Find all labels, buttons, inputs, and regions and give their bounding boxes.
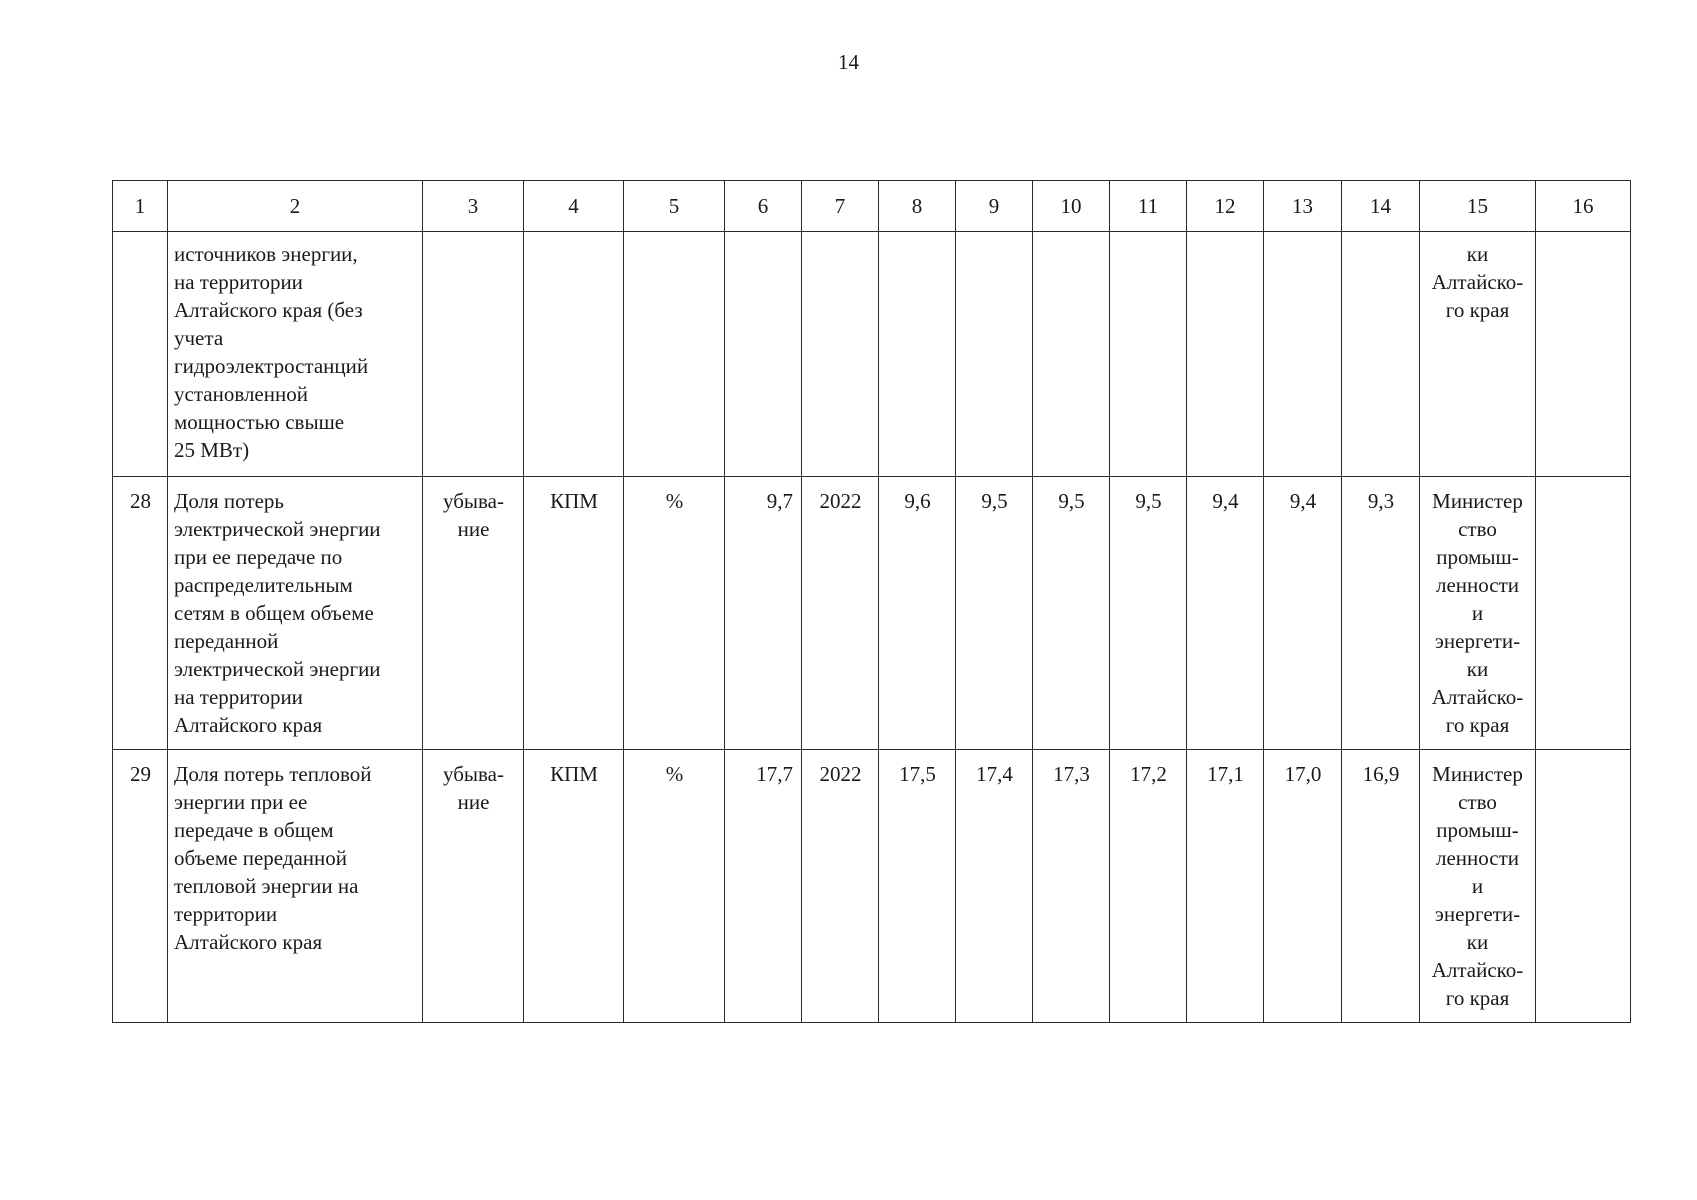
responsible-line: промыш- <box>1436 545 1519 569</box>
indicator-name-line: Доля потерь тепловой <box>174 762 372 786</box>
value-cell: 17,2 <box>1110 750 1187 1023</box>
unit-cell: % <box>624 750 725 1023</box>
indicator-name-line: на территории <box>174 685 303 709</box>
value-cell: 9,3 <box>1342 477 1420 750</box>
indicator-name-line: при ее передаче по <box>174 545 343 569</box>
indicator-name-line: Алтайского края <box>174 713 323 737</box>
indicator-name-line: учета <box>174 326 224 350</box>
empty-cell <box>1187 232 1264 477</box>
row-number-cell: 28 <box>113 477 168 750</box>
responsible-line: Алтайско- <box>1431 958 1524 982</box>
direction-line: убыва- <box>443 762 504 786</box>
table-row <box>113 750 1631 1023</box>
responsible-line: Министер <box>1432 489 1523 513</box>
responsible-line: го края <box>1445 713 1510 737</box>
responsible-line: го края <box>1445 986 1510 1010</box>
empty-cell <box>1536 232 1631 477</box>
indicator-name-line: Алтайского края <box>174 930 323 954</box>
responsible-line: и <box>1471 601 1484 625</box>
indicator-name-line: 25 МВт) <box>174 438 250 462</box>
indicator-name-line: гидроэлектростанций <box>174 354 369 378</box>
responsible-line: Алтайско- <box>1431 685 1524 709</box>
responsible-line: Алтайско- <box>1431 270 1524 294</box>
table-row <box>113 477 1631 750</box>
header-cell: 1 <box>113 181 168 232</box>
value-cell: 16,9 <box>1342 750 1420 1023</box>
empty-cell <box>423 232 524 477</box>
header-cell: 16 <box>1536 181 1631 232</box>
indicator-name-cell <box>168 750 423 1023</box>
indicator-name-line: мощностью свыше <box>174 410 345 434</box>
header-cell: 12 <box>1187 181 1264 232</box>
value-cell: 9,6 <box>879 477 956 750</box>
empty-cell <box>1342 232 1420 477</box>
empty-cell <box>624 232 725 477</box>
value-cell: 9,4 <box>1187 477 1264 750</box>
indicator-name-line: электрической энергии <box>174 657 381 681</box>
direction-cell <box>423 750 524 1023</box>
direction-line: убыва- <box>443 489 504 513</box>
indicator-name-line: источников энергии, <box>174 242 358 266</box>
empty-cell <box>1264 232 1342 477</box>
header-cell: 15 <box>1420 181 1536 232</box>
base-year-cell: 2022 <box>802 750 879 1023</box>
indicator-name-line: энергии при ее <box>174 790 308 814</box>
header-cell: 11 <box>1110 181 1187 232</box>
empty-cell <box>879 232 956 477</box>
indicators-table <box>112 180 1631 1023</box>
header-cell: 2 <box>168 181 423 232</box>
indicator-name-line: передаче в общем <box>174 818 334 842</box>
responsible-line: ство <box>1458 790 1497 814</box>
value-cell: 9,5 <box>956 477 1033 750</box>
responsible-line: ленности <box>1435 846 1520 870</box>
indicator-name-line: сетям в общем объеме <box>174 601 374 625</box>
empty-cell <box>956 232 1033 477</box>
direction-cell <box>423 477 524 750</box>
responsible-line: энергети- <box>1434 629 1521 653</box>
header-cell: 4 <box>524 181 624 232</box>
base-year-cell: 2022 <box>802 477 879 750</box>
table-header-row <box>113 181 1631 232</box>
value-cell: 17,5 <box>879 750 956 1023</box>
indicator-name-cell <box>168 477 423 750</box>
type-cell: КПМ <box>524 750 624 1023</box>
responsible-cell <box>1420 477 1536 750</box>
empty-cell <box>1536 477 1631 750</box>
empty-cell <box>802 232 879 477</box>
direction-line: ние <box>457 517 490 541</box>
unit-cell: % <box>624 477 725 750</box>
header-cell: 13 <box>1264 181 1342 232</box>
indicator-name-line: распределительным <box>174 573 353 597</box>
empty-cell <box>524 232 624 477</box>
empty-cell <box>1536 750 1631 1023</box>
row-number-cell: 29 <box>113 750 168 1023</box>
header-cell: 10 <box>1033 181 1110 232</box>
header-cell: 9 <box>956 181 1033 232</box>
indicator-name-line: тепловой энергии на <box>174 874 359 898</box>
base-value-cell: 9,7 <box>725 477 802 750</box>
direction-line: ние <box>457 790 490 814</box>
value-cell: 17,1 <box>1187 750 1264 1023</box>
indicator-name-line: территории <box>174 902 278 926</box>
header-cell: 6 <box>725 181 802 232</box>
base-value-cell: 17,7 <box>725 750 802 1023</box>
responsible-cell <box>1420 750 1536 1023</box>
type-cell: КПМ <box>524 477 624 750</box>
responsible-line: и <box>1471 874 1484 898</box>
header-cell: 14 <box>1342 181 1420 232</box>
responsible-line: ки <box>1466 657 1489 681</box>
responsible-line: ки <box>1466 242 1489 266</box>
page-number: 14 <box>838 50 859 74</box>
empty-cell <box>1110 232 1187 477</box>
responsible-line: промыш- <box>1436 818 1519 842</box>
responsible-line: ленности <box>1435 573 1520 597</box>
responsible-line: ки <box>1466 930 1489 954</box>
header-cell: 5 <box>624 181 725 232</box>
header-cell: 7 <box>802 181 879 232</box>
indicator-name-cell <box>168 232 423 477</box>
value-cell: 9,5 <box>1110 477 1187 750</box>
indicator-name-line: электрической энергии <box>174 517 381 541</box>
responsible-line: энергети- <box>1434 902 1521 926</box>
value-cell: 17,3 <box>1033 750 1110 1023</box>
responsible-line: го края <box>1445 298 1510 322</box>
row-number-cell <box>113 232 168 477</box>
empty-cell <box>725 232 802 477</box>
value-cell: 17,4 <box>956 750 1033 1023</box>
responsible-cell <box>1420 232 1536 477</box>
indicator-name-line: Доля потерь <box>174 489 284 513</box>
indicator-name-line: на территории <box>174 270 303 294</box>
value-cell: 9,5 <box>1033 477 1110 750</box>
value-cell: 9,4 <box>1264 477 1342 750</box>
header-cell: 8 <box>879 181 956 232</box>
indicator-name-line: Алтайского края (без <box>174 298 363 322</box>
value-cell: 17,0 <box>1264 750 1342 1023</box>
indicator-name-line: установленной <box>174 382 308 406</box>
indicator-name-line: переданной <box>174 629 279 653</box>
header-cell: 3 <box>423 181 524 232</box>
table-row-continuation <box>113 232 1631 477</box>
responsible-line: ство <box>1458 517 1497 541</box>
responsible-line: Министер <box>1432 762 1523 786</box>
indicator-name-line: объеме переданной <box>174 846 348 870</box>
empty-cell <box>1033 232 1110 477</box>
